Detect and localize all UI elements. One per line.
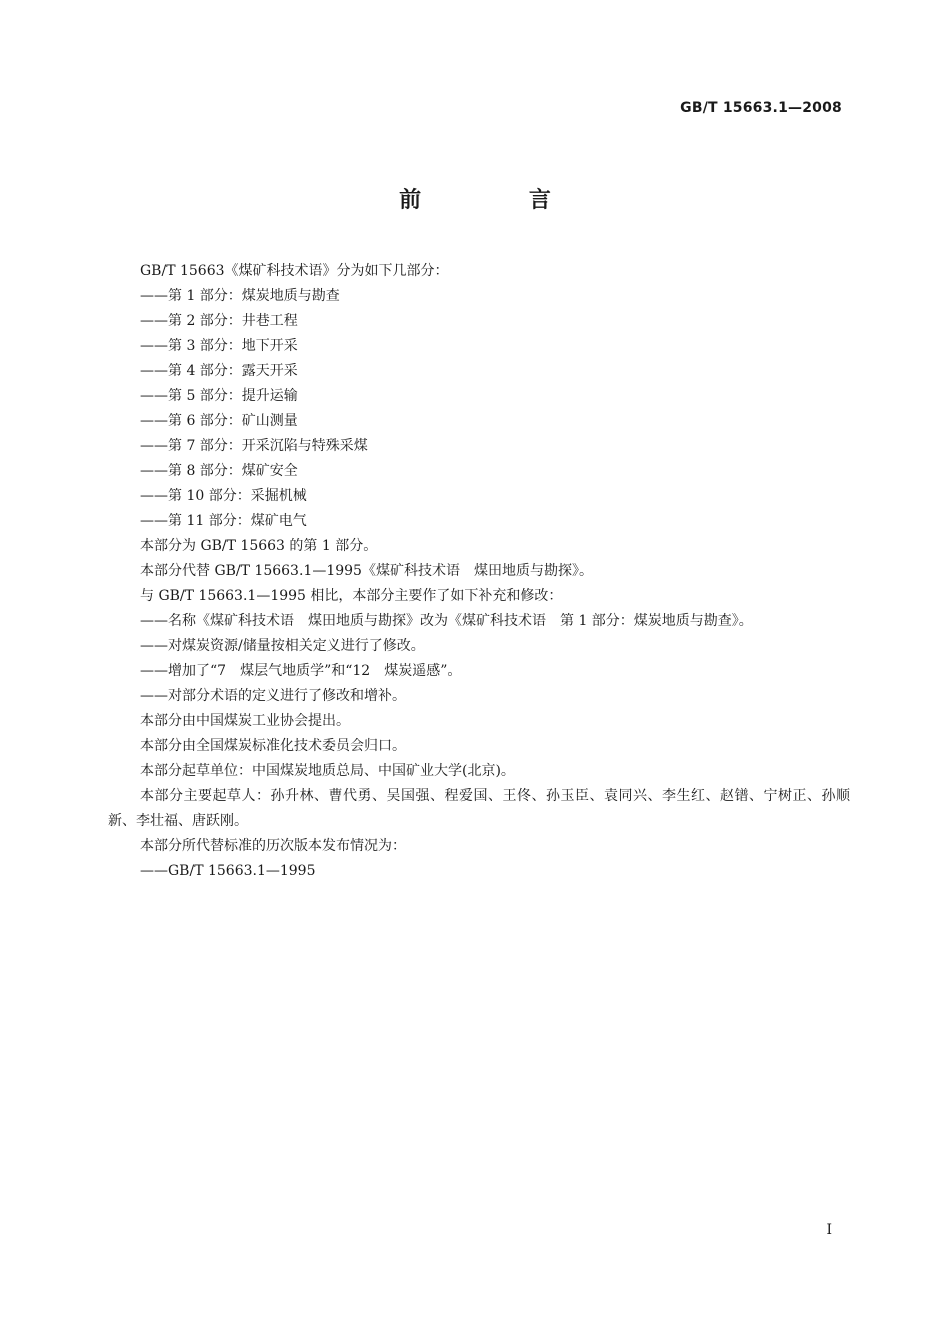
list-item-part-2: ——第 2 部分：井巷工程 — [140, 313, 298, 329]
paragraph-intro: GB/T 15663《煤矿科技术语》分为如下几部分： — [140, 263, 449, 279]
list-item-part-10: ——第 10 部分：采掘机械 — [140, 488, 307, 504]
list-item-part-7: ——第 7 部分：开采沉陷与特殊采煤 — [140, 438, 368, 454]
list-item-part-8: ——第 8 部分：煤矿安全 — [140, 463, 298, 479]
list-item-part-11: ——第 11 部分：煤矿电气 — [140, 513, 307, 529]
list-item-part-5: ——第 5 部分：提升运输 — [140, 388, 298, 404]
paragraph-administered-by: 本部分由全国煤炭标准化技术委员会归口。 — [140, 738, 406, 754]
document-body — [108, 259, 850, 884]
list-item-part-3: ——第 3 部分：地下开采 — [140, 338, 298, 354]
paragraph-drafters: 本部分主要起草人：孙升林、曹代勇、吴国强、程爱国、王佟、孙玉臣、袁同兴、李生红、赵镨、宁树正、孙顺新、李壮福、唐跃刚。 — [108, 788, 850, 829]
list-item-history-1: ——GB/T 15663.1—1995 — [140, 863, 316, 879]
page-number: I — [826, 1222, 832, 1238]
list-item-part-1: ——第 1 部分：煤炭地质与勘查 — [140, 288, 340, 304]
list-item-change-4: ——对部分术语的定义进行了修改和增补。 — [140, 688, 406, 704]
list-item-change-1: ——名称《煤矿科技术语 煤田地质与勘探》改为《煤矿科技术语 第 1 部分：煤炭地质与勘查》。 — [140, 613, 753, 629]
paragraph-history-intro: 本部分所代替标准的历次版本发布情况为： — [140, 838, 406, 854]
paragraph-replaces: 本部分代替 GB/T 15663.1—1995《煤矿科技术语 煤田地质与勘探》。 — [140, 563, 593, 579]
paragraph-drafting-units: 本部分起草单位：中国煤炭地质总局、中国矿业大学(北京)。 — [140, 763, 515, 779]
list-item-change-2: ——对煤炭资源/储量按相关定义进行了修改。 — [140, 638, 425, 654]
paragraph-proposed-by: 本部分由中国煤炭工业协会提出。 — [140, 713, 350, 729]
standard-code: GB/T 15663.1—2008 — [680, 100, 842, 116]
paragraph-changes-intro: 与 GB/T 15663.1—1995 相比，本部分主要作了如下补充和修改： — [140, 588, 563, 604]
paragraph-scope: 本部分为 GB/T 15663 的第 1 部分。 — [140, 538, 378, 554]
list-item-part-4: ——第 4 部分：露天开采 — [140, 363, 298, 379]
list-item-part-6: ——第 6 部分：矿山测量 — [140, 413, 298, 429]
page-title: 前 言 — [399, 188, 601, 213]
list-item-change-3: ——增加了“7 煤层气地质学”和“12 煤炭遥感”。 — [140, 663, 462, 679]
